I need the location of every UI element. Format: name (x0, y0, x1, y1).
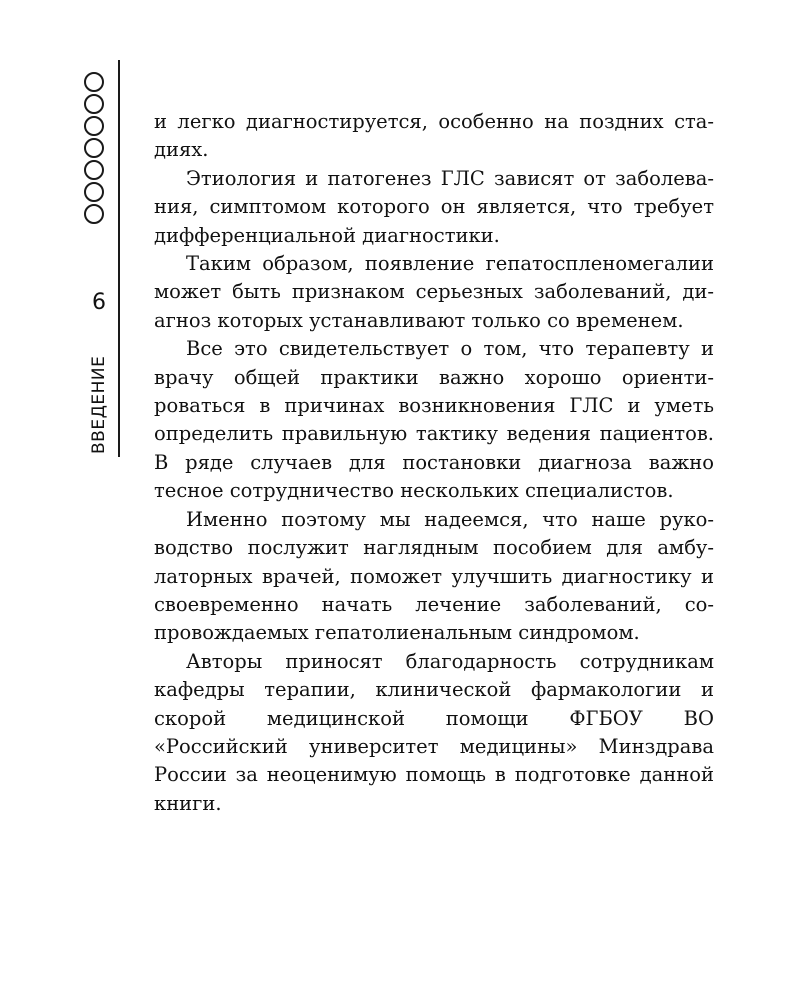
circle-ornament (84, 94, 104, 114)
paragraph: Все это свидетельствует о том, что терапевту и врачу общей практики важно хорошо ориентироваться в причинах возникновения ГЛС и уметь определить правильную тактику ведения пациентов. В ряде случаев для постановки диагноза важно тесное сотрудничество нескольких специалистов. (154, 337, 714, 503)
circle-ornament (84, 204, 104, 224)
sidebar-circle-strip (84, 72, 110, 226)
paragraph: Авторы приносят благодарность сотрудникам кафедры терапии, клинической фармакологии и скорой медицинской помощи ФГБОУ ВО «Российский университет медицины» Минздрава России за неоценимую помощь в подготовке данной книги. (154, 649, 714, 815)
page-number: 6 (92, 290, 106, 315)
body-text (154, 108, 714, 818)
paragraph: и легко диагностируется, особенно на поздних стадиях. (154, 110, 714, 162)
circle-ornament (84, 182, 104, 202)
section-label: ВВЕДЕНИЕ (89, 355, 109, 454)
paragraph: Этиология и патогенез ГЛС зависят от заболевания, симптомом которого он является, что требует дифференциальной диагностики. (154, 166, 714, 247)
sidebar-rule (118, 60, 120, 457)
circle-ornament (84, 72, 104, 92)
paragraph: Именно поэтому мы надеемся, что наше руководство послужит наглядным пособием для амбулаторных врачей, поможет улучшить диагностику и своевременно начать лечение заболеваний, сопровождаемых гепатолиенальным синдромом. (154, 507, 714, 645)
circle-ornament (84, 116, 104, 136)
paragraph: Таким образом, появление гепатоспленомегалии может быть признаком серьезных заболеваний, диагноз которых устанавливают только со временем. (154, 252, 714, 332)
circle-ornament (84, 160, 104, 180)
circle-ornament (84, 138, 104, 158)
